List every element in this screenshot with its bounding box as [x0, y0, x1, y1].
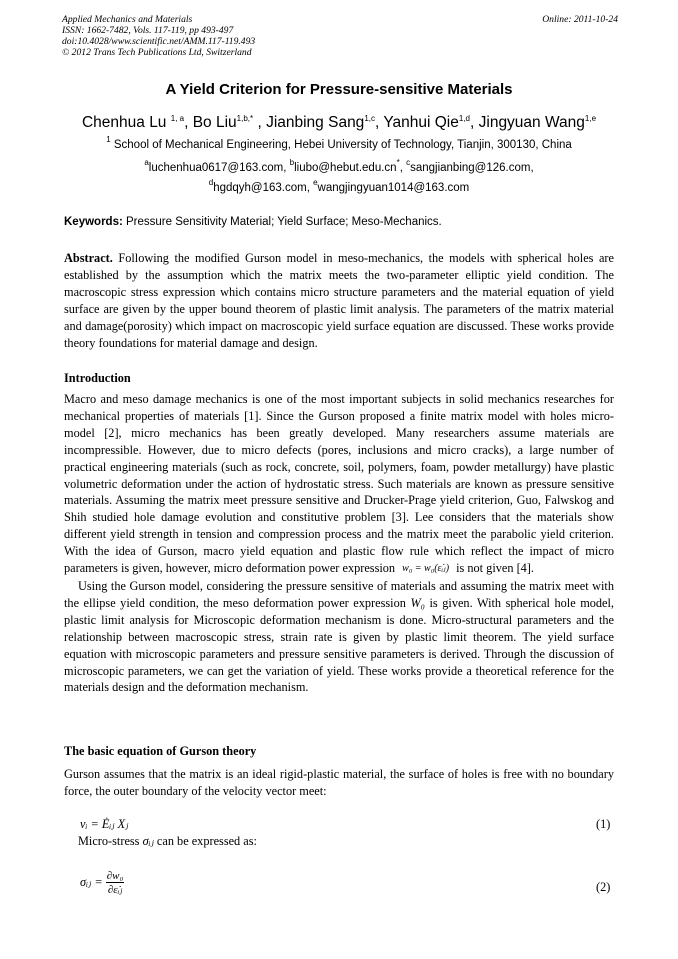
email-link[interactable]: sangjianbing@126.com	[410, 162, 531, 174]
inline-symbol: σᵢⱼ	[142, 834, 154, 848]
intro-text: Using the Gurson model, considering the pressure sensitive of materials and assuming the matrix meet with the ellipse yield condition, the meso deformation power expression	[64, 578, 614, 610]
equation-lhs: σᵢⱼ =	[80, 874, 103, 889]
intro-text: is not given [4].	[456, 561, 534, 576]
journal-name: Applied Mechanics and Materials	[62, 14, 193, 25]
issn: ISSN: 1662-7482, Vols. 117-119, pp 493-497	[62, 25, 234, 36]
introduction-paragraph	[64, 391, 614, 696]
email-sup: d	[208, 178, 214, 187]
introduction-heading: Introduction	[64, 371, 131, 385]
gurson-paragraph-2	[64, 833, 614, 850]
paper-title: A Yield Criterion for Pressure-sensitive Materials	[165, 81, 513, 98]
affiliation-text: School of Mechanical Engineering, Hebei University of Technology, Tianjin, 300130, China	[113, 139, 572, 151]
author-sup: 1, a	[170, 114, 185, 123]
inline-symbol: W₀	[410, 595, 425, 610]
author-name: Yanhui Qie	[383, 114, 459, 131]
equation-1: vᵢ = Ėᵢⱼ Xⱼ	[80, 817, 129, 831]
email-line: $^d$hgdqyh@163.com, $^e$wangjingyuan1014@163.com	[208, 178, 470, 194]
introduction-paragraph-2	[64, 578, 614, 696]
fraction-denominator: ∂ε̇ᵢⱼ	[107, 884, 123, 896]
keywords	[64, 216, 442, 228]
intro-text: is given. With spherical hole model, plastic limit analysis for Microscopic deformation mechanism is done. Micro-structural parameters and the relationship between macroscopic stress, strain rate is given by plastic limit theorem. The yield surface equation with microscopic parameters and pressure sensitive parameters is derived. Through the discussion of microscopic parameters, we can get the variation of yield. These works provide a theoretical reference for the materials design and the deformation mechanism.	[64, 595, 615, 695]
affiliation-sup: 1	[106, 135, 111, 144]
fraction	[106, 870, 125, 896]
gurson-text: can be expressed as:	[156, 834, 257, 848]
fraction-numerator: ∂w₀	[106, 870, 124, 882]
gurson-paragraph: Gurson assumes that the matrix is an ideal rigid-plastic material, the surface of holes is free with no boundary force, the outer boundary of the velocity vector meet:	[64, 767, 614, 798]
abstract-label: Abstract.	[64, 251, 113, 265]
author-name: Jianbing Sang	[266, 114, 365, 131]
affiliation	[0, 135, 678, 151]
doi: doi:10.4028/www.scientific.net/AMM.117-119.493	[62, 36, 256, 47]
journal-header	[62, 14, 618, 58]
email-sup: b	[289, 158, 295, 167]
gurson-text: Micro-stress	[78, 834, 140, 848]
email-link[interactable]: luchenhua0617@163.com	[148, 162, 284, 174]
keywords-label: Keywords:	[64, 216, 123, 228]
author-sup: 1,c	[364, 114, 375, 123]
email-link[interactable]: hgdqyh@163.com	[213, 182, 307, 194]
online-date: Online: 2011-10-24	[542, 14, 618, 25]
author-name: Bo Liu	[192, 114, 237, 131]
author-sup: 1,e	[584, 114, 597, 123]
equation-number: (2)	[596, 880, 611, 894]
abstract-text: Following the modified Gurson model in meso-mechanics, the models with spherical holes are established by the assumption which the matrix meets the two-parameter elliptic yield condition. The macroscopic stress expression which contains micro structure parameters and the material equation of yield surface are given by the upper bound theorem of plastic limit analysis. The parameters of the matrix material and damage(porosity) which impact on macroscopic yield surface equation are discussed. These works provide theory foundations for material damage and design.	[64, 251, 614, 350]
email-sup: c	[406, 158, 411, 167]
author-sup: 1,d	[458, 114, 470, 123]
gurson-heading: The basic equation of Gurson theory	[64, 744, 257, 758]
author-name: Chenhua Lu	[81, 114, 167, 131]
intro-text: Macro and meso damage mechanics is one of the most important subjects in solid mechanics researches for mechanical properties of materials [1]. Since the Gurson proposed a finite matrix model with holes micro-model [2], micro mechanics has been greatly developed. Many researchers assume materials are incompressible. However, due to micro defects (pores, inclusions and micro cracks), a large number of practical engineering materials (such as rock, concrete, soil, polymers, foam, powder metallurgy) have plastic volumetric deformation under the action of hydrostatic stress. Such materials are known as pressure sensitive materials. Assuming the matrix meet pressure sensitive and Drucker-Prage yield criterion, Guo, Falwskog and Shih studied hole damage evolution and constitutive problem [3]. Lee considers that the materials show different yield strength in tension and compression process and the matrix meet the parabolic yield criterion. With the idea of Gurson, macro yield equation and plastic flow rule which reflect the impact of micro parameters is given, however, micro deformation power expression	[64, 392, 614, 576]
equation-number: (1)	[596, 817, 611, 831]
email-sup: a	[144, 158, 149, 167]
email-sup: e	[313, 178, 318, 187]
email-line: $^a$luchenhua0617@163.com, $^b$liubo@hebut.edu.cn*, $^c$sangjianbing@126.com,	[144, 158, 534, 174]
email-link[interactable]: wangjingyuan1014@163.com	[317, 182, 470, 194]
keywords-text: Pressure Sensitivity Material; Yield Surface; Meso-Mechanics.	[126, 216, 442, 228]
inline-equation: w₀ = w₀(ε̇ᵢⱼ)	[402, 563, 450, 575]
author-name: Jingyuan Wang	[478, 114, 585, 131]
equation-2	[80, 870, 124, 896]
author-sup: 1,b,*	[236, 114, 254, 123]
author-list: Chenhua Lu $^{1, a}$, Bo Liu$^{1,b,*}$ , Jianbing Sang$^{1,c}$, Yanhui Qie$^{1,d}$, Jingyuan Wang$^{1,e}$	[81, 114, 597, 131]
email-link[interactable]: liubo@hebut.edu.cn	[294, 162, 397, 174]
abstract	[64, 250, 614, 351]
copyright: © 2012 Trans Tech Publications Ltd, Switzerland	[62, 47, 252, 58]
